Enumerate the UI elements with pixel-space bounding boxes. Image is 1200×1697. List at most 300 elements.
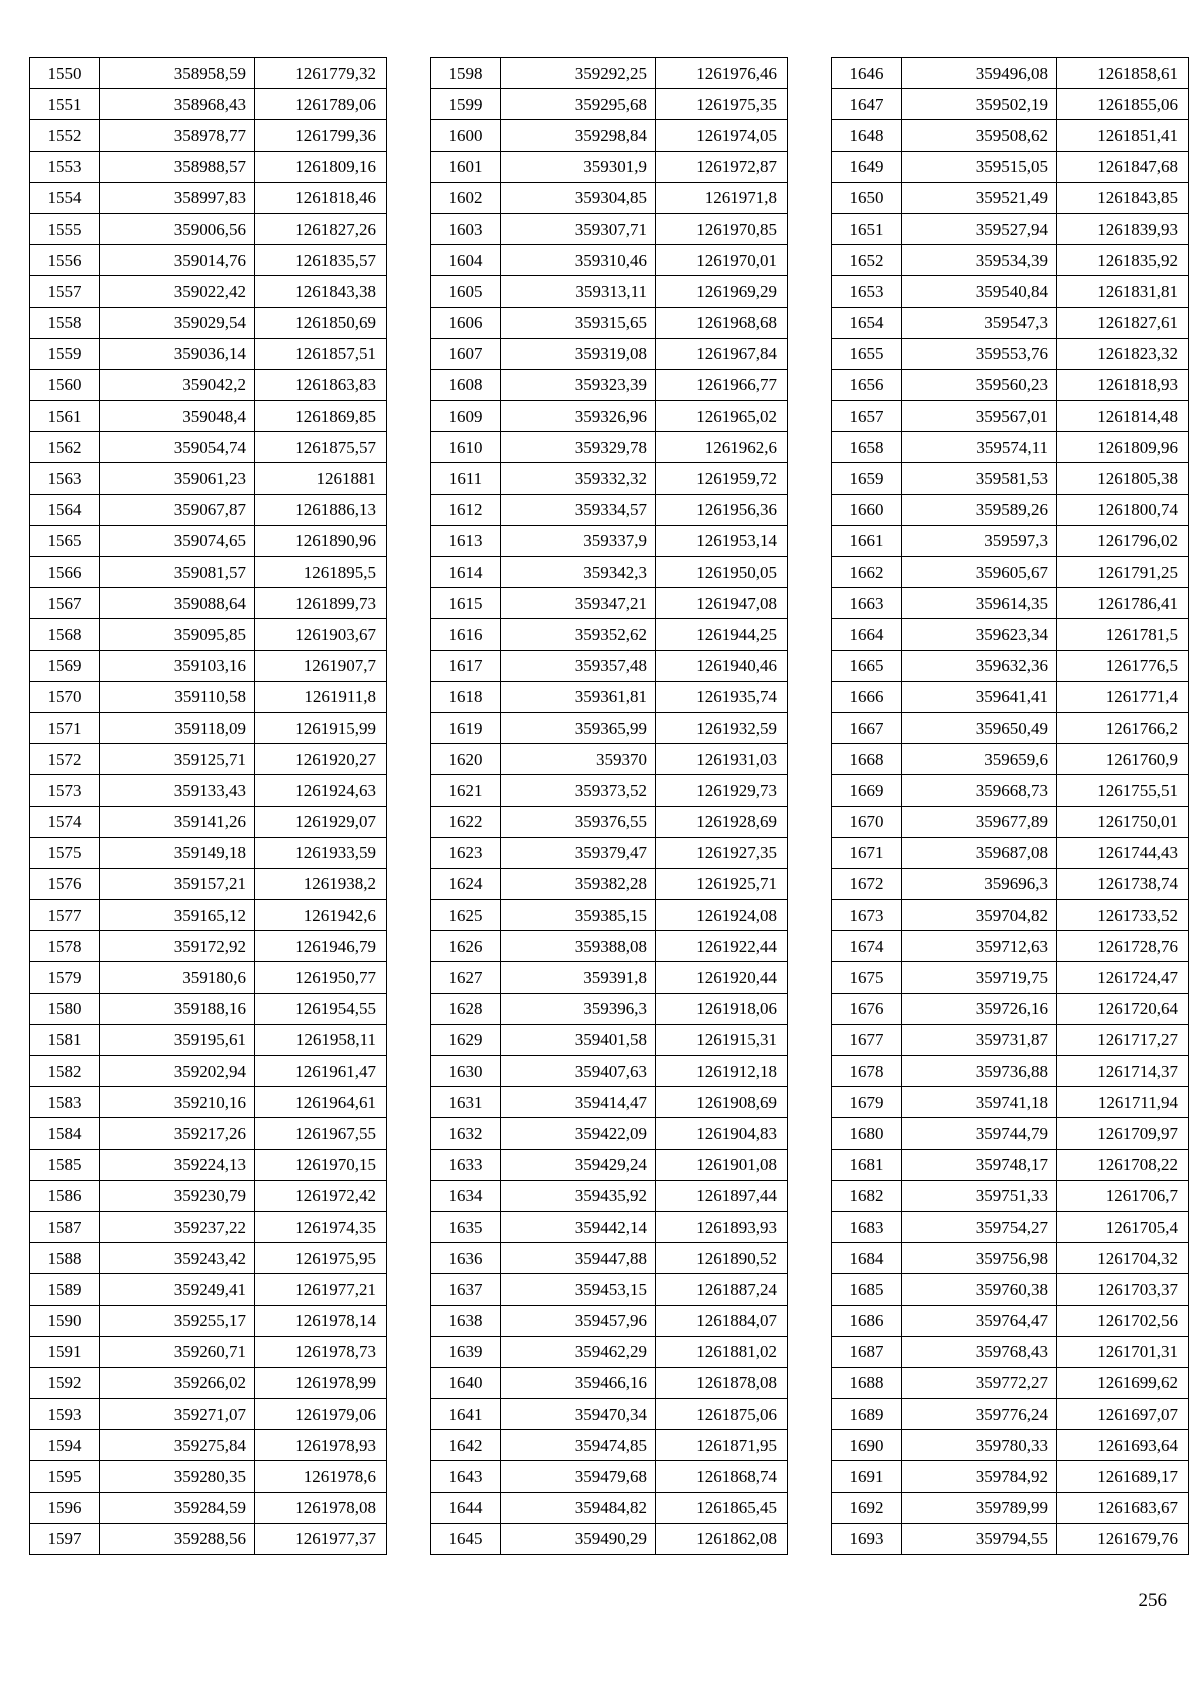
- x-coordinate-cell: 359266,02: [100, 1367, 255, 1398]
- y-coordinate-cell: 1261929,07: [255, 806, 387, 837]
- y-coordinate-cell: 1261711,94: [1057, 1087, 1189, 1118]
- point-number-cell: 1683: [832, 1211, 902, 1242]
- x-coordinate-cell: 359479,68: [501, 1461, 656, 1492]
- point-number-cell: 1579: [30, 962, 100, 993]
- x-coordinate-cell: 359224,13: [100, 1149, 255, 1180]
- table-row: [30, 1087, 387, 1118]
- y-coordinate-cell: 1261809,16: [255, 151, 387, 182]
- x-coordinate-cell: 359794,55: [902, 1523, 1057, 1554]
- y-coordinate-cell: 1261818,93: [1057, 369, 1189, 400]
- table-row: [832, 89, 1189, 120]
- point-number-cell: 1574: [30, 806, 100, 837]
- table-row: [30, 1243, 387, 1274]
- table-row: [832, 744, 1189, 775]
- y-coordinate-cell: 1261976,46: [656, 58, 788, 89]
- point-number-cell: 1611: [431, 463, 501, 494]
- table-row: [30, 1056, 387, 1087]
- point-number-cell: 1675: [832, 962, 902, 993]
- x-coordinate-cell: 359271,07: [100, 1399, 255, 1430]
- y-coordinate-cell: 1261918,06: [656, 993, 788, 1024]
- point-number-cell: 1619: [431, 712, 501, 743]
- y-coordinate-cell: 1261809,96: [1057, 432, 1189, 463]
- x-coordinate-cell: 359275,84: [100, 1430, 255, 1461]
- table-row: [431, 1149, 788, 1180]
- y-coordinate-cell: 1261959,72: [656, 463, 788, 494]
- coordinate-table-3: [831, 57, 1189, 1555]
- table-row: [431, 712, 788, 743]
- table-row: [431, 868, 788, 899]
- y-coordinate-cell: 1261827,61: [1057, 307, 1189, 338]
- table-row: [30, 775, 387, 806]
- y-coordinate-cell: 1261689,17: [1057, 1461, 1189, 1492]
- point-number-cell: 1612: [431, 494, 501, 525]
- point-number-cell: 1672: [832, 868, 902, 899]
- table-row: [30, 712, 387, 743]
- y-coordinate-cell: 1261978,6: [255, 1461, 387, 1492]
- point-number-cell: 1560: [30, 369, 100, 400]
- x-coordinate-cell: 359280,35: [100, 1461, 255, 1492]
- y-coordinate-cell: 1261942,6: [255, 900, 387, 931]
- y-coordinate-cell: 1261953,14: [656, 525, 788, 556]
- y-coordinate-cell: 1261760,9: [1057, 744, 1189, 775]
- table-row: [431, 1118, 788, 1149]
- point-number-cell: 1656: [832, 369, 902, 400]
- table-row: [431, 369, 788, 400]
- table-row: [832, 1274, 1189, 1305]
- x-coordinate-cell: 359597,3: [902, 525, 1057, 556]
- y-coordinate-cell: 1261799,36: [255, 120, 387, 151]
- table-row: [30, 1024, 387, 1055]
- point-number-cell: 1666: [832, 681, 902, 712]
- y-coordinate-cell: 1261895,5: [255, 557, 387, 588]
- table-row: [832, 931, 1189, 962]
- point-number-cell: 1639: [431, 1336, 501, 1367]
- table-row: [431, 338, 788, 369]
- point-number-cell: 1582: [30, 1056, 100, 1087]
- x-coordinate-cell: 359202,94: [100, 1056, 255, 1087]
- table-row: [832, 619, 1189, 650]
- table-row: [431, 1336, 788, 1367]
- x-coordinate-cell: 359553,76: [902, 338, 1057, 369]
- y-coordinate-cell: 1261805,38: [1057, 463, 1189, 494]
- y-coordinate-cell: 1261835,57: [255, 245, 387, 276]
- table-row: [832, 806, 1189, 837]
- table-row: [431, 58, 788, 89]
- x-coordinate-cell: 359304,85: [501, 182, 656, 213]
- y-coordinate-cell: 1261970,15: [255, 1149, 387, 1180]
- y-coordinate-cell: 1261697,07: [1057, 1399, 1189, 1430]
- coordinate-table-1: [29, 57, 387, 1555]
- y-coordinate-cell: 1261781,5: [1057, 619, 1189, 650]
- point-number-cell: 1680: [832, 1118, 902, 1149]
- table-row: [431, 962, 788, 993]
- y-coordinate-cell: 1261683,67: [1057, 1492, 1189, 1523]
- y-coordinate-cell: 1261881: [255, 463, 387, 494]
- table-row: [431, 650, 788, 681]
- x-coordinate-cell: 359376,55: [501, 806, 656, 837]
- table-row: [30, 369, 387, 400]
- table-row: [30, 588, 387, 619]
- y-coordinate-cell: 1261869,85: [255, 401, 387, 432]
- x-coordinate-cell: 359315,65: [501, 307, 656, 338]
- point-number-cell: 1647: [832, 89, 902, 120]
- x-coordinate-cell: 359696,3: [902, 868, 1057, 899]
- table-row: [832, 1243, 1189, 1274]
- table-row: [431, 837, 788, 868]
- table-row: [832, 1211, 1189, 1242]
- y-coordinate-cell: 1261964,61: [255, 1087, 387, 1118]
- point-number-cell: 1561: [30, 401, 100, 432]
- point-number-cell: 1576: [30, 868, 100, 899]
- y-coordinate-cell: 1261933,59: [255, 837, 387, 868]
- point-number-cell: 1565: [30, 525, 100, 556]
- table-row: [431, 588, 788, 619]
- table-row: [30, 619, 387, 650]
- table-row: [30, 1118, 387, 1149]
- point-number-cell: 1627: [431, 962, 501, 993]
- table-row: [30, 338, 387, 369]
- table-row: [30, 962, 387, 993]
- table-row: [431, 993, 788, 1024]
- point-number-cell: 1679: [832, 1087, 902, 1118]
- y-coordinate-cell: 1261714,37: [1057, 1056, 1189, 1087]
- point-number-cell: 1573: [30, 775, 100, 806]
- table-row: [30, 120, 387, 151]
- y-coordinate-cell: 1261724,47: [1057, 962, 1189, 993]
- y-coordinate-cell: 1261862,08: [656, 1523, 788, 1554]
- table-row: [30, 1430, 387, 1461]
- y-coordinate-cell: 1261978,99: [255, 1367, 387, 1398]
- table-row: [832, 401, 1189, 432]
- y-coordinate-cell: 1261967,55: [255, 1118, 387, 1149]
- y-coordinate-cell: 1261927,35: [656, 837, 788, 868]
- y-coordinate-cell: 1261875,06: [656, 1399, 788, 1430]
- point-number-cell: 1617: [431, 650, 501, 681]
- x-coordinate-cell: 359095,85: [100, 619, 255, 650]
- table-row: [832, 1367, 1189, 1398]
- point-number-cell: 1626: [431, 931, 501, 962]
- table-row: [832, 775, 1189, 806]
- x-coordinate-cell: 359484,82: [501, 1492, 656, 1523]
- table-row: [832, 1305, 1189, 1336]
- x-coordinate-cell: 359347,21: [501, 588, 656, 619]
- y-coordinate-cell: 1261920,27: [255, 744, 387, 775]
- x-coordinate-cell: 359776,24: [902, 1399, 1057, 1430]
- table-row: [832, 1523, 1189, 1554]
- y-coordinate-cell: 1261703,37: [1057, 1274, 1189, 1305]
- x-coordinate-cell: 359632,36: [902, 650, 1057, 681]
- x-coordinate-cell: 359361,81: [501, 681, 656, 712]
- x-coordinate-cell: 359772,27: [902, 1367, 1057, 1398]
- table-row: [431, 1087, 788, 1118]
- table-row: [431, 557, 788, 588]
- x-coordinate-cell: 359180,6: [100, 962, 255, 993]
- y-coordinate-cell: 1261912,18: [656, 1056, 788, 1087]
- table-row: [30, 650, 387, 681]
- x-coordinate-cell: 359502,19: [902, 89, 1057, 120]
- point-number-cell: 1575: [30, 837, 100, 868]
- table-row: [30, 213, 387, 244]
- point-number-cell: 1570: [30, 681, 100, 712]
- y-coordinate-cell: 1261858,61: [1057, 58, 1189, 89]
- point-number-cell: 1636: [431, 1243, 501, 1274]
- x-coordinate-cell: 359334,57: [501, 494, 656, 525]
- x-coordinate-cell: 359326,96: [501, 401, 656, 432]
- y-coordinate-cell: 1261871,95: [656, 1430, 788, 1461]
- table-row: [832, 276, 1189, 307]
- x-coordinate-cell: 358997,83: [100, 182, 255, 213]
- x-coordinate-cell: 359508,62: [902, 120, 1057, 151]
- point-number-cell: 1616: [431, 619, 501, 650]
- point-number-cell: 1624: [431, 868, 501, 899]
- point-number-cell: 1569: [30, 650, 100, 681]
- point-number-cell: 1650: [832, 182, 902, 213]
- y-coordinate-cell: 1261907,7: [255, 650, 387, 681]
- x-coordinate-cell: 359006,56: [100, 213, 255, 244]
- x-coordinate-cell: 359748,17: [902, 1149, 1057, 1180]
- table-row: [30, 1305, 387, 1336]
- point-number-cell: 1691: [832, 1461, 902, 1492]
- point-number-cell: 1596: [30, 1492, 100, 1523]
- y-coordinate-cell: 1261968,68: [656, 307, 788, 338]
- x-coordinate-cell: 359172,92: [100, 931, 255, 962]
- y-coordinate-cell: 1261875,57: [255, 432, 387, 463]
- point-number-cell: 1604: [431, 245, 501, 276]
- y-coordinate-cell: 1261786,41: [1057, 588, 1189, 619]
- x-coordinate-cell: 359342,3: [501, 557, 656, 588]
- point-number-cell: 1557: [30, 276, 100, 307]
- x-coordinate-cell: 359760,38: [902, 1274, 1057, 1305]
- point-number-cell: 1630: [431, 1056, 501, 1087]
- point-number-cell: 1641: [431, 1399, 501, 1430]
- point-number-cell: 1651: [832, 213, 902, 244]
- point-number-cell: 1676: [832, 993, 902, 1024]
- y-coordinate-cell: 1261954,55: [255, 993, 387, 1024]
- point-number-cell: 1622: [431, 806, 501, 837]
- table-row: [30, 806, 387, 837]
- y-coordinate-cell: 1261717,27: [1057, 1024, 1189, 1055]
- point-number-cell: 1581: [30, 1024, 100, 1055]
- x-coordinate-cell: 359442,14: [501, 1211, 656, 1242]
- table-row: [832, 681, 1189, 712]
- point-number-cell: 1601: [431, 151, 501, 182]
- x-coordinate-cell: 359719,75: [902, 962, 1057, 993]
- point-number-cell: 1668: [832, 744, 902, 775]
- y-coordinate-cell: 1261972,42: [255, 1180, 387, 1211]
- x-coordinate-cell: 358978,77: [100, 120, 255, 151]
- y-coordinate-cell: 1261915,99: [255, 712, 387, 743]
- point-number-cell: 1637: [431, 1274, 501, 1305]
- table-row: [431, 1523, 788, 1554]
- y-coordinate-cell: 1261974,05: [656, 120, 788, 151]
- table-row: [30, 151, 387, 182]
- y-coordinate-cell: 1261704,32: [1057, 1243, 1189, 1274]
- table-row: [431, 619, 788, 650]
- table-row: [832, 1399, 1189, 1430]
- y-coordinate-cell: 1261967,84: [656, 338, 788, 369]
- table-row: [431, 307, 788, 338]
- x-coordinate-cell: 359230,79: [100, 1180, 255, 1211]
- y-coordinate-cell: 1261878,08: [656, 1367, 788, 1398]
- table-row: [431, 1056, 788, 1087]
- point-number-cell: 1603: [431, 213, 501, 244]
- table-row: [30, 58, 387, 89]
- y-coordinate-cell: 1261693,64: [1057, 1430, 1189, 1461]
- table-row: [431, 1461, 788, 1492]
- table-row: [832, 432, 1189, 463]
- table-row: [832, 1336, 1189, 1367]
- point-number-cell: 1643: [431, 1461, 501, 1492]
- y-coordinate-cell: 1261706,7: [1057, 1180, 1189, 1211]
- point-number-cell: 1652: [832, 245, 902, 276]
- x-coordinate-cell: 359712,63: [902, 931, 1057, 962]
- y-coordinate-cell: 1261977,37: [255, 1523, 387, 1554]
- x-coordinate-cell: 359385,15: [501, 900, 656, 931]
- y-coordinate-cell: 1261893,93: [656, 1211, 788, 1242]
- y-coordinate-cell: 1261890,96: [255, 525, 387, 556]
- table-row: [431, 432, 788, 463]
- table-row: [30, 1336, 387, 1367]
- y-coordinate-cell: 1261776,5: [1057, 650, 1189, 681]
- point-number-cell: 1592: [30, 1367, 100, 1398]
- point-number-cell: 1583: [30, 1087, 100, 1118]
- y-coordinate-cell: 1261865,45: [656, 1492, 788, 1523]
- y-coordinate-cell: 1261962,6: [656, 432, 788, 463]
- table-row: [30, 681, 387, 712]
- x-coordinate-cell: 359435,92: [501, 1180, 656, 1211]
- point-number-cell: 1572: [30, 744, 100, 775]
- y-coordinate-cell: 1261947,08: [656, 588, 788, 619]
- y-coordinate-cell: 1261903,67: [255, 619, 387, 650]
- x-coordinate-cell: 359329,78: [501, 432, 656, 463]
- table-row: [832, 868, 1189, 899]
- table-row: [30, 1492, 387, 1523]
- x-coordinate-cell: 359687,08: [902, 837, 1057, 868]
- x-coordinate-cell: 359474,85: [501, 1430, 656, 1461]
- x-coordinate-cell: 359547,3: [902, 307, 1057, 338]
- y-coordinate-cell: 1261843,38: [255, 276, 387, 307]
- x-coordinate-cell: 359195,61: [100, 1024, 255, 1055]
- point-number-cell: 1595: [30, 1461, 100, 1492]
- x-coordinate-cell: 359789,99: [902, 1492, 1057, 1523]
- x-coordinate-cell: 359165,12: [100, 900, 255, 931]
- x-coordinate-cell: 359307,71: [501, 213, 656, 244]
- y-coordinate-cell: 1261928,69: [656, 806, 788, 837]
- table-row: [832, 1087, 1189, 1118]
- x-coordinate-cell: 359768,43: [902, 1336, 1057, 1367]
- x-coordinate-cell: 359490,29: [501, 1523, 656, 1554]
- x-coordinate-cell: 359515,05: [902, 151, 1057, 182]
- table-row: [431, 681, 788, 712]
- y-coordinate-cell: 1261847,68: [1057, 151, 1189, 182]
- table-row: [30, 837, 387, 868]
- y-coordinate-cell: 1261814,48: [1057, 401, 1189, 432]
- point-number-cell: 1608: [431, 369, 501, 400]
- x-coordinate-cell: 359249,41: [100, 1274, 255, 1305]
- point-number-cell: 1599: [431, 89, 501, 120]
- table-row: [30, 182, 387, 213]
- x-coordinate-cell: 359029,54: [100, 307, 255, 338]
- y-coordinate-cell: 1261925,71: [656, 868, 788, 899]
- y-coordinate-cell: 1261779,32: [255, 58, 387, 89]
- x-coordinate-cell: 359534,39: [902, 245, 1057, 276]
- y-coordinate-cell: 1261728,76: [1057, 931, 1189, 962]
- table-row: [832, 245, 1189, 276]
- y-coordinate-cell: 1261766,2: [1057, 712, 1189, 743]
- table-row: [832, 993, 1189, 1024]
- y-coordinate-cell: 1261755,51: [1057, 775, 1189, 806]
- x-coordinate-cell: 359310,46: [501, 245, 656, 276]
- point-number-cell: 1555: [30, 213, 100, 244]
- y-coordinate-cell: 1261897,44: [656, 1180, 788, 1211]
- x-coordinate-cell: 358968,43: [100, 89, 255, 120]
- x-coordinate-cell: 359429,24: [501, 1149, 656, 1180]
- x-coordinate-cell: 359605,67: [902, 557, 1057, 588]
- point-number-cell: 1628: [431, 993, 501, 1024]
- x-coordinate-cell: 359521,49: [902, 182, 1057, 213]
- table-row: [30, 1523, 387, 1554]
- point-number-cell: 1621: [431, 775, 501, 806]
- y-coordinate-cell: 1261708,22: [1057, 1149, 1189, 1180]
- x-coordinate-cell: 359042,2: [100, 369, 255, 400]
- point-number-cell: 1662: [832, 557, 902, 588]
- point-number-cell: 1633: [431, 1149, 501, 1180]
- point-number-cell: 1614: [431, 557, 501, 588]
- x-coordinate-cell: 359118,09: [100, 712, 255, 743]
- x-coordinate-cell: 359295,68: [501, 89, 656, 120]
- table-row: [832, 1149, 1189, 1180]
- x-coordinate-cell: 359744,79: [902, 1118, 1057, 1149]
- y-coordinate-cell: 1261975,35: [656, 89, 788, 120]
- y-coordinate-cell: 1261744,43: [1057, 837, 1189, 868]
- x-coordinate-cell: 359284,59: [100, 1492, 255, 1523]
- y-coordinate-cell: 1261901,08: [656, 1149, 788, 1180]
- point-number-cell: 1649: [832, 151, 902, 182]
- x-coordinate-cell: 359054,74: [100, 432, 255, 463]
- y-coordinate-cell: 1261970,85: [656, 213, 788, 244]
- x-coordinate-cell: 359014,76: [100, 245, 255, 276]
- point-number-cell: 1664: [832, 619, 902, 650]
- point-number-cell: 1577: [30, 900, 100, 931]
- y-coordinate-cell: 1261823,32: [1057, 338, 1189, 369]
- y-coordinate-cell: 1261750,01: [1057, 806, 1189, 837]
- table-row: [431, 1180, 788, 1211]
- x-coordinate-cell: 359074,65: [100, 525, 255, 556]
- y-coordinate-cell: 1261827,26: [255, 213, 387, 244]
- y-coordinate-cell: 1261911,8: [255, 681, 387, 712]
- x-coordinate-cell: 359391,8: [501, 962, 656, 993]
- y-coordinate-cell: 1261886,13: [255, 494, 387, 525]
- point-number-cell: 1657: [832, 401, 902, 432]
- x-coordinate-cell: 359751,33: [902, 1180, 1057, 1211]
- table-row: [832, 182, 1189, 213]
- x-coordinate-cell: 359401,58: [501, 1024, 656, 1055]
- point-number-cell: 1654: [832, 307, 902, 338]
- y-coordinate-cell: 1261972,87: [656, 151, 788, 182]
- x-coordinate-cell: 359061,23: [100, 463, 255, 494]
- point-number-cell: 1638: [431, 1305, 501, 1336]
- point-number-cell: 1686: [832, 1305, 902, 1336]
- table-row: [832, 151, 1189, 182]
- y-coordinate-cell: 1261699,62: [1057, 1367, 1189, 1398]
- x-coordinate-cell: 359379,47: [501, 837, 656, 868]
- point-number-cell: 1586: [30, 1180, 100, 1211]
- x-coordinate-cell: 359754,27: [902, 1211, 1057, 1242]
- y-coordinate-cell: 1261709,97: [1057, 1118, 1189, 1149]
- point-number-cell: 1623: [431, 837, 501, 868]
- point-number-cell: 1585: [30, 1149, 100, 1180]
- x-coordinate-cell: 359641,41: [902, 681, 1057, 712]
